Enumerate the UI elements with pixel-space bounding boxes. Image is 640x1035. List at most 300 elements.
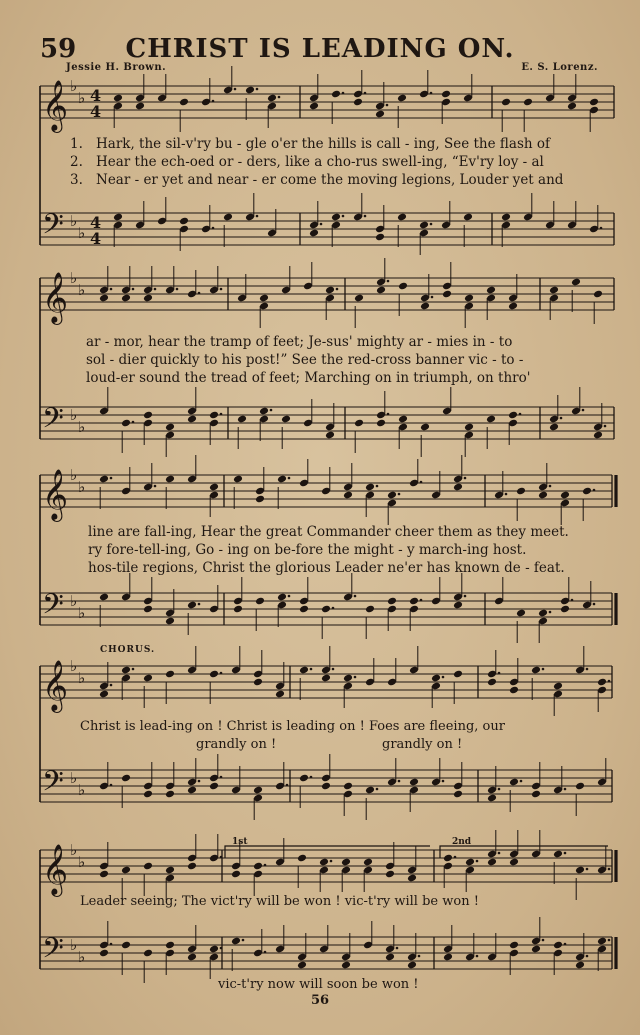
note-head [209,483,219,492]
dot [256,88,259,91]
note-head [121,666,131,675]
note-head [509,858,519,867]
note-head [99,690,109,699]
chorus-line: Leader seeing; The vict'ry will be won ! vic-t'ry will be won ! [80,894,479,909]
note-head [299,774,309,783]
note-head [165,475,175,484]
chorus-label: CHORUS. [100,645,156,655]
verse-2-line: sol - dier quickly to his post!” See the red-cross banner vic - to - [86,352,524,368]
note-head [165,866,175,875]
note-head [553,850,563,859]
note-head [237,415,247,424]
dot [571,599,574,602]
note-head [549,286,559,295]
dot [396,947,399,950]
note-head [165,790,175,799]
first-ending-label: 1st [232,837,248,847]
note-head [398,415,408,424]
note-head [365,786,375,795]
note-head [553,682,563,691]
dot [542,939,545,942]
note-head [363,858,373,867]
note-head [376,419,386,428]
dot [354,676,357,679]
note-head [387,491,397,500]
note-head [486,415,496,424]
note-head [143,411,153,420]
note-head [143,862,153,871]
note-head [231,937,241,946]
note-head [385,870,395,879]
verse-2-line: ry fore-tell-ing, Go - ing on be-fore the might - y march-ing host. [88,542,527,558]
note-head [509,778,519,787]
dot [420,599,423,602]
dot [376,788,379,791]
note-head [165,670,175,679]
note-head [233,475,243,484]
note-head [233,605,243,614]
dot [342,92,345,95]
note-head [331,213,341,222]
flat-sign: ♭ [70,212,78,230]
note-head [486,286,496,295]
dot [364,92,367,95]
note-head [331,90,341,99]
note-head [407,874,417,883]
note-head [143,605,153,614]
note-head [501,98,511,107]
dot [549,485,552,488]
note-head [281,415,291,424]
note-head [187,953,197,962]
flat-sign: ♭ [70,769,78,787]
flat-sign: ♭ [70,406,78,424]
dot [212,100,215,103]
dot [564,852,567,855]
note-head [409,778,419,787]
dot [110,288,113,291]
dot [132,668,135,671]
first-ending-bracket [225,846,430,858]
dot [464,477,467,480]
note-head [325,431,335,440]
dot [354,595,357,598]
note-head [398,282,408,291]
second-ending-bracket [440,846,608,858]
note-head [343,491,353,500]
dot [600,227,603,230]
note-head [567,102,577,111]
verse-3-line: 3. Near - er yet and near - er come the moving legions, Louder yet and [70,172,564,188]
note-head [259,407,269,416]
flat-sign: ♭ [78,781,86,799]
note-head [245,86,255,95]
note-head [365,483,375,492]
note-head [571,278,581,287]
dot [264,951,267,954]
dot [505,493,508,496]
dot [198,292,201,295]
dot [442,780,445,783]
flat-sign: ♭ [70,466,78,484]
treble-clef: 𝄞 [42,80,69,131]
note-head [407,961,417,970]
note-head [463,213,473,222]
note-head [99,475,109,484]
time-signature: 4 [90,86,102,105]
note-head [275,690,285,699]
note-head [516,487,526,496]
dot [398,493,401,496]
note-head [464,294,474,303]
note-head [442,290,452,299]
dot [242,939,245,942]
note-head [487,794,497,803]
dot [398,780,401,783]
treble-clef: 𝄞 [42,272,69,323]
dot [264,864,267,867]
note-head [453,790,463,799]
note-head [99,593,109,602]
note-head [309,229,319,238]
dot [220,776,223,779]
flat-sign: ♭ [78,604,86,622]
note-head [508,302,518,311]
note-head [121,941,131,950]
flat-sign: ♭ [78,669,86,687]
note-head [531,945,541,954]
bass-clef: 𝄢 [42,208,64,248]
note-head [538,609,548,618]
note-head [453,601,463,610]
dot [608,939,611,942]
dot [376,485,379,488]
note-head [209,945,219,954]
note-head [419,221,429,230]
note-head [121,419,131,428]
note-head [277,593,287,602]
note-head [121,866,131,875]
note-head [299,666,309,675]
dot [520,780,523,783]
note-head [385,953,395,962]
note-head [343,782,353,791]
note-head [187,415,197,424]
dot [593,489,596,492]
lyricist-credit: Jessie H. Brown. [66,62,167,73]
dot [604,425,607,428]
dot [220,856,223,859]
note-head [420,302,430,311]
dot [564,943,567,946]
verse-2-line: 2. Hear the ech-oed or - ders, like a cho-rus swell-ing, “Ev'ry loy - al [70,154,544,170]
note-head [259,294,269,303]
note-head [143,790,153,799]
flat-sign: ♭ [78,224,86,242]
flat-sign: ♭ [70,841,78,859]
note-head [431,674,441,683]
dot [586,668,589,671]
note-head [531,666,541,675]
note-head [299,605,309,614]
note-head [325,286,335,295]
note-head [387,597,397,606]
note-head [277,475,287,484]
dot [286,784,289,787]
dot [132,288,135,291]
dot [198,780,201,783]
note-head [575,782,585,791]
note-head [409,597,419,606]
note-head [297,961,307,970]
note-head [375,233,385,242]
note-head [523,98,533,107]
note-head [501,213,511,222]
time-signature: 4 [90,229,102,248]
dot [420,481,423,484]
dot [332,607,335,610]
note-head [420,423,430,432]
dot [270,409,273,412]
note-head [549,423,559,432]
note-head [443,854,453,863]
note-head [143,674,153,683]
dot [320,223,323,226]
note-head [179,217,189,226]
dot [288,595,291,598]
note-head [593,290,603,299]
flat-sign: ♭ [70,269,78,287]
flat-sign: ♭ [70,77,78,95]
note-head [135,102,145,111]
dot [364,215,367,218]
note-head [341,858,351,867]
dot [454,856,457,859]
dot [593,603,596,606]
dot [110,943,113,946]
bass-clef: 𝄢 [42,402,64,442]
dot [464,595,467,598]
dot [430,223,433,226]
note-head [321,674,331,683]
note-head [343,674,353,683]
bass-clef: 𝄢 [42,588,64,628]
dot [564,788,567,791]
note-head [113,94,123,103]
dot [332,668,335,671]
note-head [267,94,277,103]
dot [387,413,390,416]
treble-clef: 𝄞 [42,469,69,520]
time-signature: 4 [90,102,102,121]
dot [476,955,479,958]
flat-sign: ♭ [78,478,86,496]
note-head [187,862,197,871]
flat-sign: ♭ [70,592,78,610]
dot [336,288,339,291]
note-head [464,423,474,432]
dot [586,955,589,958]
note-head [309,102,319,111]
dot [212,227,215,230]
dot [542,668,545,671]
bass-clef: 𝄢 [42,932,64,972]
dot [442,676,445,679]
note-head [321,605,331,614]
dot [418,955,421,958]
note-head [589,98,599,107]
note-head [354,419,364,428]
note-head [99,870,109,879]
dot [310,668,313,671]
note-head [597,937,607,946]
verse-3-line: hos-tile regions, Christ the glorious Leader ne'er has known de - feat. [88,560,565,576]
page-number: 56 [310,993,330,1008]
note-head [509,941,519,950]
dot [132,421,135,424]
dot [386,104,389,107]
note-head [487,678,497,687]
dot [220,672,223,675]
note-head [575,866,585,875]
dot [586,868,589,871]
flat-sign: ♭ [78,281,86,299]
note-head [121,294,131,303]
note-head [354,294,364,303]
note-head [113,213,123,222]
note-head [397,213,407,222]
flat-sign: ♭ [78,418,86,436]
note-head [516,609,526,618]
note-head [560,605,570,614]
note-head [143,949,153,958]
dot [154,485,157,488]
chorus-echo: grandly on ! [196,737,277,752]
dot [549,611,552,614]
dot [220,413,223,416]
time-signature: 4 [90,213,102,232]
note-head [375,110,385,119]
dot [519,413,522,416]
note-head [253,786,263,795]
flat-sign: ♭ [78,948,86,966]
dot [110,784,113,787]
note-head [321,782,331,791]
dot [310,776,313,779]
dot [560,417,563,420]
dot [430,92,433,95]
note-head [531,790,541,799]
note-head [255,597,265,606]
note-head [560,491,570,500]
note-head [443,953,453,962]
note-head [255,495,265,504]
note-head [143,294,153,303]
dot [342,215,345,218]
verse-1-line: ar - mor, hear the tramp of feet; Je-sus' mighty ar - mies in - to [86,334,513,350]
composer-credit: E. S. Lorenz. [521,62,598,73]
bass-clef: 𝄢 [42,765,64,805]
dot [278,96,281,99]
note-head [231,870,241,879]
dot [608,680,611,683]
dot [198,603,201,606]
note-head [223,213,233,222]
dot [498,852,501,855]
note-head [121,774,131,783]
dot [110,477,113,480]
chorus-echo: grandly on ! [382,737,463,752]
verse-1-line: line are fall-ing, Hear the great Commander cheer them as they meet. [88,524,569,540]
note-head [575,961,585,970]
note-head [593,431,603,440]
dot [110,684,113,687]
dot [220,947,223,950]
dot [608,868,611,871]
treble-clef: 𝄞 [42,660,69,711]
dot [582,409,585,412]
note-head [487,858,497,867]
note-head [99,294,109,303]
treble-clef: 𝄞 [42,844,69,895]
dot [176,288,179,291]
verse-3-line: loud-er sound the tread of feet; Marching on in triumph, on thro' [86,370,531,386]
chorus-line: Christ is lead-ing on ! Christ is leading on ! Foes are fleeing, our [80,719,505,734]
note-head [253,678,263,687]
note-head [397,94,407,103]
note-head [341,961,351,970]
second-ending-label: 2nd [452,837,472,847]
note-head [209,782,219,791]
hymn-number: 59 [40,34,77,64]
dot [498,672,501,675]
note-head [187,601,197,610]
dot [431,296,434,299]
note-head [353,98,363,107]
note-head [165,423,175,432]
note-head [538,491,548,500]
verse-1-line: 1. Hark, the sil-v'ry bu - gle o'er the hills is call - ing, See the flash of [70,136,551,152]
flat-sign: ♭ [78,853,86,871]
note-head [365,605,375,614]
dot [476,860,479,863]
note-head [179,98,189,107]
dot [288,477,291,480]
note-head [508,411,518,420]
dot [330,860,333,863]
flat-sign: ♭ [70,936,78,954]
note-head [597,678,607,687]
dot [154,288,157,291]
note-head [209,670,219,679]
note-head [553,941,563,950]
note-head [253,862,263,871]
note-head [376,286,386,295]
dot [387,280,390,283]
dot [498,788,501,791]
note-head [441,90,451,99]
note-head [319,858,329,867]
note-head [165,617,175,626]
note-head [509,686,519,695]
note-head [297,854,307,863]
note-head [209,411,219,420]
note-head [453,483,463,492]
note-head [465,858,475,867]
note-head [187,786,197,795]
note-head [165,941,175,950]
bass-lyric-line: vic-t'ry now will soon be won ! [218,977,419,992]
